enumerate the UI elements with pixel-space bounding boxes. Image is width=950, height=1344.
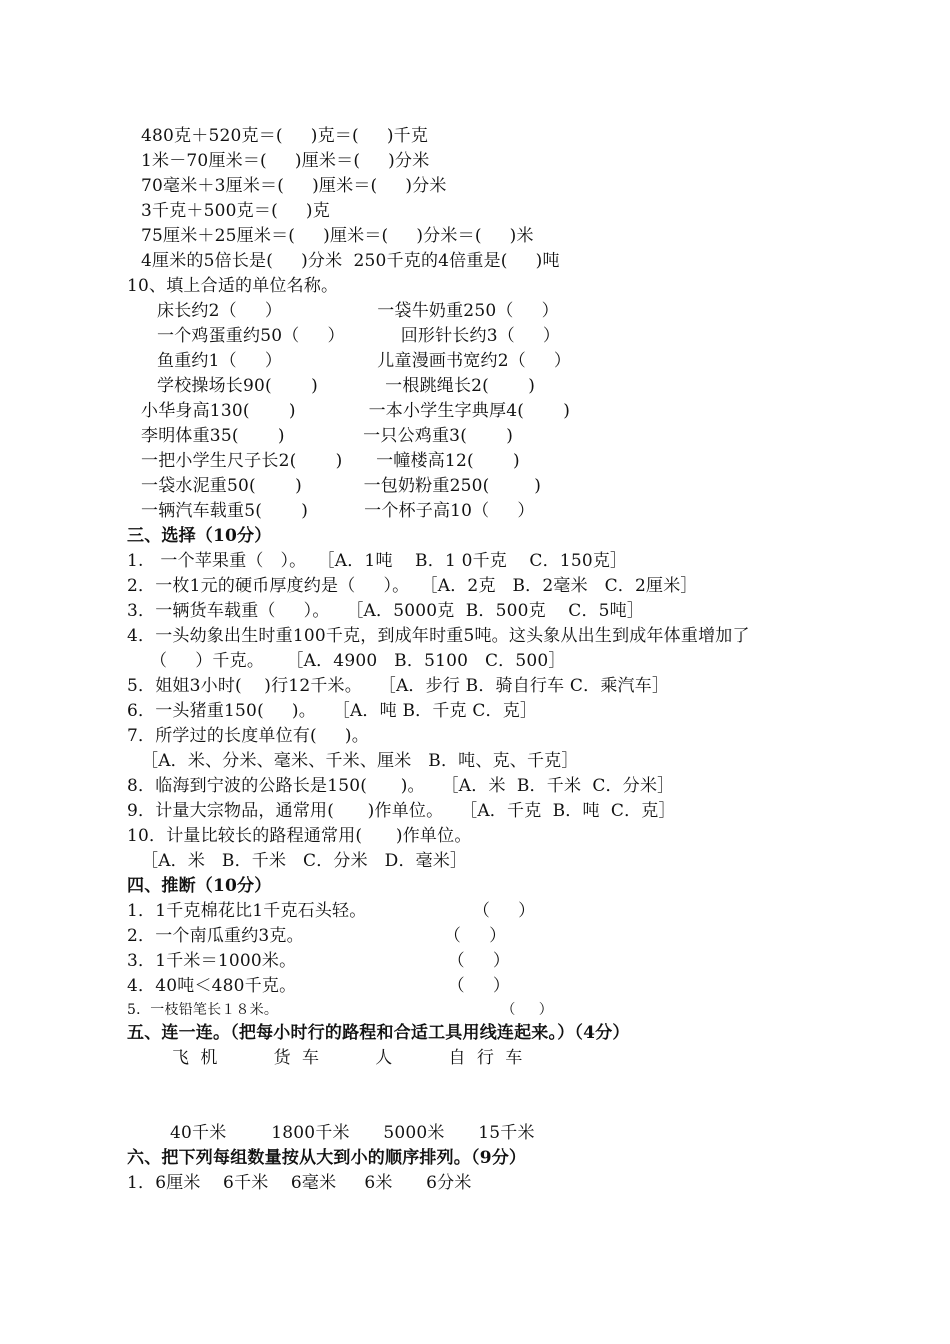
judge-3: 3．1千米＝1000米。 （ ） xyxy=(127,951,511,971)
calc-line-2: 1米－70厘米＝( )厘米＝( )分米 xyxy=(141,151,430,171)
choice-4-cont: （ ）千克。 ［A．4900 B．5100 C．500］ xyxy=(150,651,566,671)
unit-line-1: 床长约2（ ） 一袋牛奶重250（ ） xyxy=(157,301,559,321)
unit-line-5: 小华身高130( ) 一本小学生字典厚4( ) xyxy=(141,401,571,421)
calc-line-1: 480克＋520克＝( )克＝( )千克 xyxy=(141,126,429,146)
order-1: 1．6厘米 6千米 6毫米 6米 6分米 xyxy=(127,1173,472,1193)
judge-4: 4．40吨＜480千克。 （ ） xyxy=(127,976,511,996)
match-distances: 40千米 1800千米 5000米 15千米 xyxy=(170,1123,535,1143)
section-4-title: 四、推断（10分） xyxy=(127,876,272,896)
choice-1: 1. 一个苹果重（ ）。 ［A．1吨 B．1 0千克 C．150克］ xyxy=(127,551,628,571)
section-5-title: 五、连一连。（把每小时行的路程和合适工具用线连起来。）（4分） xyxy=(127,1023,630,1043)
choice-8: 8．临海到宁波的公路长是150( )。 ［A．米 B．千米 C．分米］ xyxy=(127,776,675,796)
unit-line-8: 一袋水泥重50( ) 一包奶粉重250( ) xyxy=(141,476,542,496)
judge-1: 1．1千克棉花比1千克石头轻。 （ ） xyxy=(127,901,536,921)
choice-5: 5．姐姐3小时( )行12千米。 ［A．步行 B．骑自行车 C．乘汽车］ xyxy=(127,676,670,696)
question-10-title: 10、填上合适的单位名称。 xyxy=(127,276,339,296)
section-3-title: 三、选择（10分） xyxy=(127,526,272,546)
choice-6: 6．一头猪重150( )。 ［A．吨 B．千克 C．克］ xyxy=(127,701,538,721)
unit-line-2: 一个鸡蛋重约50（ ） 回形针长约3（ ） xyxy=(157,326,561,346)
choice-10-options: ［A．米 B．千米 C．分米 D．毫米］ xyxy=(141,851,468,871)
match-tools: 飞 机 货 车 人 自 行 车 xyxy=(172,1048,523,1068)
judge-2: 2．一个南瓜重约3克。 （ ） xyxy=(127,926,507,946)
unit-line-9: 一辆汽车载重5( ) 一个杯子高10（ ） xyxy=(141,501,535,521)
section-6-title: 六、把下列每组数量按从大到小的顺序排列。（9分） xyxy=(127,1148,527,1168)
choice-9: 9．计量大宗物品，通常用( )作单位。 ［A．千克 B．吨 C．克］ xyxy=(127,801,676,821)
unit-line-6: 李明体重35( ) 一只公鸡重3( ) xyxy=(141,426,514,446)
choice-7-options: ［A．米、分米、毫米、千米、厘米 B．吨、克、千克］ xyxy=(141,751,579,771)
calc-line-4: 3千克＋500克＝( )克 xyxy=(141,201,330,221)
choice-4: 4．一头幼象出生时重100千克，到成年时重5吨。这头象从出生到成年体重增加了 xyxy=(127,626,750,646)
calc-line-6: 4厘米的5倍长是( )分米 250千克的4倍重是( )吨 xyxy=(141,251,560,271)
choice-3: 3．一辆货车载重（ ）。 ［A．5000克 B．500克 C．5吨］ xyxy=(127,601,645,621)
choice-10: 10．计量比较长的路程通常用( )作单位。 xyxy=(127,826,472,846)
calc-line-3: 70毫米＋3厘米＝( )厘米＝( )分米 xyxy=(141,176,447,196)
unit-line-4: 学校操场长90( ) 一根跳绳长2( ) xyxy=(157,376,536,396)
calc-line-5: 75厘米＋25厘米＝( )厘米＝( )分米＝( )米 xyxy=(141,226,534,246)
unit-line-3: 鱼重约1（ ） 儿童漫画书宽约2（ ） xyxy=(157,351,572,371)
judge-5: 5．一枝铅笔长１８米。 （ ） xyxy=(127,1002,553,1018)
choice-2: 2．一枚1元的硬币厚度约是（ ）。 ［A．2克 B．2毫米 C．2厘米］ xyxy=(127,576,698,596)
choice-7: 7．所学过的长度单位有( )。 xyxy=(127,726,369,746)
unit-line-7: 一把小学生尺子长2( ) 一幢楼高12( ) xyxy=(141,451,520,471)
